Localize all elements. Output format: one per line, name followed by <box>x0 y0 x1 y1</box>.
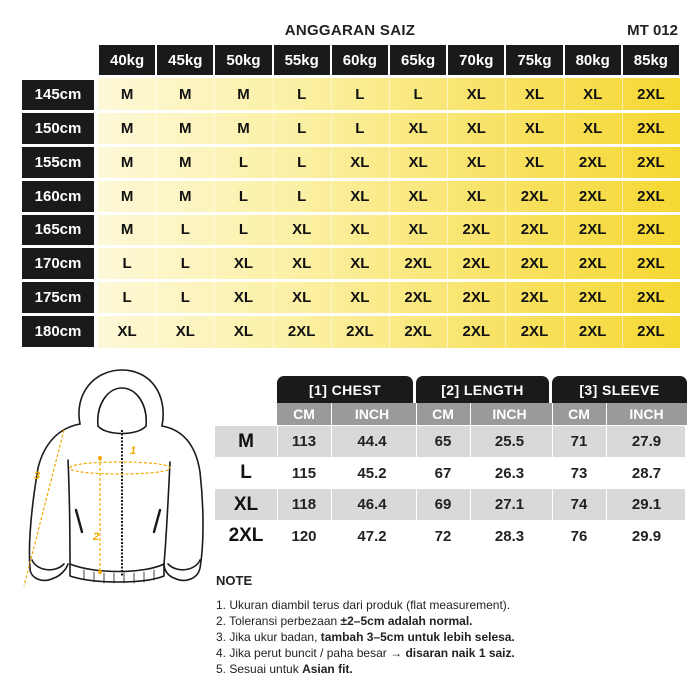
measure-value: 28.7 <box>631 464 662 482</box>
note-item <box>216 645 686 661</box>
size-cell: L <box>180 221 190 239</box>
note-number: 1. <box>216 598 230 612</box>
measure-value: 65 <box>434 433 452 450</box>
height-header: 180cm <box>22 316 94 347</box>
product-code: MT 012 <box>627 22 678 39</box>
grid-row-divider <box>98 110 680 113</box>
measure-value: 28.3 <box>494 527 525 545</box>
size-cell: 2XL <box>462 221 491 239</box>
measure-value: 27.1 <box>494 496 525 513</box>
grid-row-divider <box>98 313 680 316</box>
note-item <box>216 597 686 613</box>
size-cell: 2XL <box>462 288 491 306</box>
sleeve-measure-line <box>24 430 64 586</box>
size-cell: 2XL <box>578 255 607 273</box>
size-cell: M <box>120 187 134 205</box>
weight-header: 75kg <box>506 45 562 75</box>
measure-value: 73 <box>570 464 588 482</box>
note-text: Sesuai untuk <box>229 662 303 676</box>
size-cell: L <box>413 86 423 104</box>
size-cell: L <box>180 255 190 273</box>
note-number: 5. <box>216 662 230 676</box>
size-cell: XL <box>350 255 370 273</box>
size-cell: 2XL <box>462 322 491 340</box>
measure-size-label: XL <box>233 493 259 515</box>
size-cell: 2XL <box>578 153 607 171</box>
size-cell: 2XL <box>404 322 432 340</box>
measure-value: 74 <box>570 496 588 513</box>
measure-value: 72 <box>434 527 452 545</box>
size-cell: XL <box>292 221 312 239</box>
height-header: 145cm <box>22 80 94 111</box>
weight-header: 50kg <box>215 45 271 75</box>
size-cell: M <box>120 153 134 171</box>
size-cell: L <box>122 255 132 273</box>
size-cell: L <box>180 288 190 306</box>
size-cell: XL <box>292 255 312 273</box>
height-header: 165cm <box>22 215 94 246</box>
note-item <box>216 613 686 629</box>
notes-title: NOTE <box>216 573 253 588</box>
size-cell: 2XL <box>404 288 432 306</box>
size-cell: M <box>120 120 134 138</box>
measure-size-label: M <box>238 430 254 452</box>
weight-header: 40kg <box>99 45 155 75</box>
grid-row-divider <box>98 178 680 181</box>
size-cell: XL <box>117 322 137 340</box>
measure-value: 47.2 <box>357 527 387 545</box>
measure-value: 45.2 <box>357 464 387 482</box>
unit-header: CM <box>432 406 454 422</box>
jacket-diagram <box>14 364 204 594</box>
size-cell: XL <box>350 288 370 306</box>
height-header: 170cm <box>22 248 94 279</box>
size-cell: 2XL <box>520 288 549 306</box>
size-cell: 2XL <box>520 221 549 239</box>
size-cell: XL <box>583 86 603 104</box>
note-text-bold: tambah 3–5cm untuk lebih selesa. <box>320 630 515 644</box>
size-cell: 2XL <box>637 255 665 273</box>
measure-value: 44.4 <box>357 433 387 450</box>
measure-group-header: [3] SLEEVE <box>552 376 687 403</box>
size-cell: 2XL <box>520 187 549 205</box>
weight-header: 60kg <box>332 45 388 75</box>
measure-size-label: 2XL <box>228 525 264 546</box>
size-cell: XL <box>466 120 486 138</box>
note-text-bold: Asian fit. <box>302 662 353 676</box>
size-cell: M <box>179 187 192 205</box>
pocket-left <box>76 510 82 532</box>
weight-header: 80kg <box>565 45 621 75</box>
note-text: Jika perut buncit / paha besar → <box>229 646 406 660</box>
measure-value: 29.9 <box>631 527 662 545</box>
label-chest: 1 <box>130 445 137 457</box>
size-cell: XL <box>524 86 545 104</box>
size-cell: XL <box>524 120 545 138</box>
size-cell: L <box>297 120 307 138</box>
measure-value: 69 <box>434 496 452 513</box>
size-cell: L <box>355 86 365 104</box>
size-cell: L <box>122 288 132 306</box>
weight-header: 65kg <box>390 45 446 75</box>
size-cell: XL <box>408 187 428 205</box>
label-sleeve: 3 <box>34 470 41 482</box>
weight-header: 85kg <box>623 45 679 75</box>
measure-value: 118 <box>291 496 317 513</box>
size-cell: 2XL <box>462 255 491 273</box>
measurement-table <box>215 376 685 556</box>
size-cell: M <box>237 120 250 138</box>
note-text: Jika ukur badan, <box>229 630 321 644</box>
size-cell: L <box>238 187 249 205</box>
size-cell: 2XL <box>287 322 316 340</box>
size-cell: M <box>120 86 134 104</box>
height-header: 160cm <box>22 181 94 212</box>
size-cell: XL <box>466 153 486 171</box>
unit-header: INCH <box>492 406 527 422</box>
size-cell: L <box>238 221 249 239</box>
size-cell: XL <box>292 288 312 306</box>
measure-size-label: L <box>240 462 252 483</box>
size-cell: 2XL <box>637 322 665 340</box>
size-cell: 2XL <box>637 187 665 205</box>
size-cell: 2XL <box>637 86 665 104</box>
note-text: Toleransi perbezaan <box>229 614 341 628</box>
grid-row-divider <box>98 212 680 215</box>
notes-list <box>216 597 686 677</box>
measure-value: 29.1 <box>631 496 662 513</box>
size-cell: 2XL <box>404 255 432 273</box>
size-cell: 2XL <box>578 221 607 239</box>
size-cell: 2XL <box>520 322 549 340</box>
measure-value: 67 <box>434 464 452 482</box>
size-cell: M <box>179 86 192 104</box>
size-cell: XL <box>233 255 254 273</box>
weight-header: 45kg <box>157 45 213 75</box>
size-cell: XL <box>350 187 370 205</box>
size-cell: 2XL <box>637 120 665 138</box>
size-cell: XL <box>466 86 486 104</box>
measure-col-divider <box>552 403 553 552</box>
chart-title: ANGGARAN SAIZ <box>284 22 416 39</box>
size-cell: 2XL <box>637 153 665 171</box>
size-cell: 2XL <box>637 221 665 239</box>
label-length: 2 <box>93 531 100 543</box>
size-cell: L <box>238 153 249 171</box>
note-text: Ukuran diambil terus dari produk (flat measurement). <box>229 598 511 612</box>
pocket-right <box>154 510 160 532</box>
measure-group-header: [1] CHEST <box>277 376 413 403</box>
size-grid <box>22 45 680 348</box>
size-cell: M <box>120 221 134 239</box>
measure-value: 120 <box>291 527 317 545</box>
size-cell: L <box>297 86 307 104</box>
size-cell: 2XL <box>520 255 549 273</box>
size-cell: XL <box>408 153 428 171</box>
measure-value: 76 <box>570 527 588 545</box>
size-cell: 2XL <box>578 187 607 205</box>
note-number: 4. <box>216 646 230 660</box>
note-number: 3. <box>216 630 230 644</box>
measure-col-divider <box>606 403 607 552</box>
measure-col-divider <box>470 403 471 552</box>
size-cell: XL <box>524 153 545 171</box>
size-cell: XL <box>233 288 254 306</box>
height-header: 175cm <box>22 282 94 313</box>
size-cell: XL <box>583 120 603 138</box>
size-cell: 2XL <box>578 322 607 340</box>
size-cell: L <box>297 187 307 205</box>
height-header: 155cm <box>22 147 94 178</box>
grid-row-divider <box>98 144 680 147</box>
measure-value: 115 <box>291 464 317 482</box>
size-cell: XL <box>175 322 195 340</box>
hood-inner <box>98 388 146 426</box>
grid-row-divider <box>98 245 680 248</box>
note-item <box>216 629 686 645</box>
weight-header: 70kg <box>448 45 504 75</box>
size-cell: 2XL <box>578 288 607 306</box>
size-cell: M <box>179 153 192 171</box>
measure-value: 71 <box>570 433 588 450</box>
measure-value: 46.4 <box>357 496 387 513</box>
grid-row-divider <box>98 279 680 282</box>
size-cell: XL <box>350 221 370 239</box>
measure-group-header: [2] LENGTH <box>416 376 549 403</box>
size-cell: M <box>179 120 192 138</box>
cuff-left <box>32 560 64 570</box>
size-cell: 2XL <box>637 288 665 306</box>
size-cell: L <box>355 120 365 138</box>
unit-header: INCH <box>354 406 390 422</box>
unit-header: CM <box>293 406 315 422</box>
note-text-bold: disaran naik 1 saiz. <box>405 646 515 660</box>
weight-header: 55kg <box>274 45 330 75</box>
cuff-right <box>168 560 200 570</box>
size-cell: L <box>297 153 307 171</box>
note-text-bold: ±2–5cm adalah normal. <box>340 614 473 628</box>
measure-value: 27.9 <box>631 433 662 450</box>
measure-col-divider <box>331 403 332 552</box>
measure-value: 26.3 <box>494 464 525 482</box>
unit-header: INCH <box>629 406 664 422</box>
note-number: 2. <box>216 614 230 628</box>
measure-col-divider <box>277 426 278 552</box>
hood-outline <box>79 370 163 426</box>
size-cell: XL <box>233 322 254 340</box>
size-cell: XL <box>466 187 486 205</box>
body-outline <box>29 424 80 580</box>
size-cell: M <box>237 86 250 104</box>
size-cell: XL <box>350 153 370 171</box>
measure-value: 113 <box>291 433 317 450</box>
height-header: 150cm <box>22 113 94 144</box>
unit-header: CM <box>568 406 590 422</box>
size-cell: XL <box>408 120 428 138</box>
measure-col-divider <box>416 403 417 552</box>
notes-section <box>216 573 686 677</box>
chest-measure-ellipse <box>70 462 170 474</box>
note-item <box>216 661 686 677</box>
measure-value: 25.5 <box>494 433 525 450</box>
size-cell: 2XL <box>346 322 374 340</box>
size-cell: XL <box>408 221 428 239</box>
